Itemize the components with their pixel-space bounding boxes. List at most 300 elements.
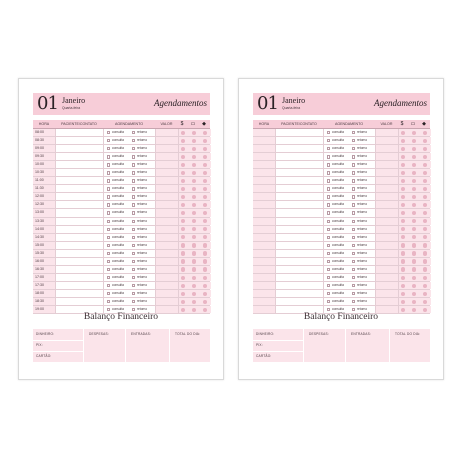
- consulta-checkbox[interactable]: [107, 300, 110, 303]
- card-radio[interactable]: [412, 243, 416, 247]
- patient-cell[interactable]: [275, 226, 324, 233]
- value-cell[interactable]: [155, 193, 179, 200]
- cash-radio[interactable]: [401, 203, 405, 207]
- consulta-checkbox[interactable]: [327, 163, 330, 166]
- consulta-checkbox[interactable]: [107, 244, 110, 247]
- consulta-checkbox[interactable]: [107, 211, 110, 214]
- cash-radio[interactable]: [401, 147, 405, 151]
- cash-radio[interactable]: [181, 300, 185, 304]
- consulta-checkbox[interactable]: [107, 139, 110, 142]
- card-radio[interactable]: [412, 284, 416, 288]
- card-radio[interactable]: [192, 267, 196, 271]
- value-cell[interactable]: [375, 145, 399, 152]
- retorno-checkbox[interactable]: [352, 284, 355, 287]
- consulta-checkbox[interactable]: [107, 155, 110, 158]
- card-radio[interactable]: [192, 139, 196, 143]
- cash-radio[interactable]: [401, 235, 405, 239]
- card-radio[interactable]: [192, 243, 196, 247]
- consulta-checkbox[interactable]: [327, 228, 330, 231]
- pix-radio[interactable]: [203, 139, 207, 143]
- card-radio[interactable]: [412, 219, 416, 223]
- value-cell[interactable]: [155, 161, 179, 168]
- cash-radio[interactable]: [401, 243, 405, 247]
- value-cell[interactable]: [155, 226, 179, 233]
- consulta-checkbox[interactable]: [107, 260, 110, 263]
- patient-cell[interactable]: [275, 145, 324, 152]
- pix-radio[interactable]: [203, 227, 207, 231]
- value-cell[interactable]: [375, 298, 399, 305]
- value-cell[interactable]: [155, 298, 179, 305]
- cash-radio[interactable]: [181, 284, 185, 288]
- pix-radio[interactable]: [203, 251, 207, 255]
- retorno-checkbox[interactable]: [352, 308, 355, 311]
- value-cell[interactable]: [375, 282, 399, 289]
- cash-radio[interactable]: [181, 219, 185, 223]
- pix-radio[interactable]: [203, 219, 207, 223]
- retorno-checkbox[interactable]: [132, 300, 135, 303]
- consulta-checkbox[interactable]: [107, 195, 110, 198]
- consulta-checkbox[interactable]: [107, 171, 110, 174]
- pix-radio[interactable]: [423, 219, 427, 223]
- card-radio[interactable]: [192, 171, 196, 175]
- value-cell[interactable]: [155, 258, 179, 265]
- cash-radio[interactable]: [401, 195, 405, 199]
- card-radio[interactable]: [412, 131, 416, 135]
- value-cell[interactable]: [155, 153, 179, 160]
- retorno-checkbox[interactable]: [132, 171, 135, 174]
- patient-cell[interactable]: [275, 258, 324, 265]
- retorno-checkbox[interactable]: [352, 260, 355, 263]
- patient-cell[interactable]: [55, 129, 104, 136]
- cash-radio[interactable]: [401, 300, 405, 304]
- retorno-checkbox[interactable]: [352, 228, 355, 231]
- retorno-checkbox[interactable]: [352, 252, 355, 255]
- patient-cell[interactable]: [55, 282, 104, 289]
- patient-cell[interactable]: [275, 161, 324, 168]
- pix-radio[interactable]: [203, 131, 207, 135]
- pix-radio[interactable]: [203, 155, 207, 159]
- pix-radio[interactable]: [423, 187, 427, 191]
- card-radio[interactable]: [192, 235, 196, 239]
- card-radio[interactable]: [412, 155, 416, 159]
- card-radio[interactable]: [192, 227, 196, 231]
- card-radio[interactable]: [192, 163, 196, 167]
- card-radio[interactable]: [412, 251, 416, 255]
- card-radio[interactable]: [412, 179, 416, 183]
- value-cell[interactable]: [375, 258, 399, 265]
- card-radio[interactable]: [412, 171, 416, 175]
- patient-cell[interactable]: [55, 258, 104, 265]
- cash-radio[interactable]: [181, 235, 185, 239]
- cash-radio[interactable]: [181, 292, 185, 296]
- retorno-checkbox[interactable]: [352, 163, 355, 166]
- consulta-checkbox[interactable]: [107, 147, 110, 150]
- pix-radio[interactable]: [203, 259, 207, 263]
- pix-radio[interactable]: [423, 211, 427, 215]
- value-cell[interactable]: [155, 274, 179, 281]
- pix-radio[interactable]: [203, 284, 207, 288]
- card-radio[interactable]: [412, 203, 416, 207]
- card-radio[interactable]: [192, 147, 196, 151]
- pix-radio[interactable]: [423, 179, 427, 183]
- cash-radio[interactable]: [401, 227, 405, 231]
- retorno-checkbox[interactable]: [352, 203, 355, 206]
- value-cell[interactable]: [375, 153, 399, 160]
- card-radio[interactable]: [412, 276, 416, 280]
- retorno-checkbox[interactable]: [132, 195, 135, 198]
- consulta-checkbox[interactable]: [327, 284, 330, 287]
- card-radio[interactable]: [412, 235, 416, 239]
- card-radio[interactable]: [192, 251, 196, 255]
- card-radio[interactable]: [192, 211, 196, 215]
- consulta-checkbox[interactable]: [107, 292, 110, 295]
- value-cell[interactable]: [155, 218, 179, 225]
- cash-radio[interactable]: [181, 195, 185, 199]
- cash-radio[interactable]: [181, 227, 185, 231]
- pix-radio[interactable]: [423, 139, 427, 143]
- value-cell[interactable]: [155, 242, 179, 249]
- pix-radio[interactable]: [423, 131, 427, 135]
- cash-radio[interactable]: [181, 163, 185, 167]
- card-radio[interactable]: [412, 195, 416, 199]
- retorno-checkbox[interactable]: [132, 139, 135, 142]
- consulta-checkbox[interactable]: [327, 268, 330, 271]
- retorno-checkbox[interactable]: [132, 236, 135, 239]
- card-radio[interactable]: [192, 195, 196, 199]
- consulta-checkbox[interactable]: [327, 171, 330, 174]
- consulta-checkbox[interactable]: [327, 147, 330, 150]
- value-cell[interactable]: [155, 145, 179, 152]
- cash-radio[interactable]: [401, 171, 405, 175]
- patient-cell[interactable]: [55, 274, 104, 281]
- retorno-checkbox[interactable]: [352, 292, 355, 295]
- retorno-checkbox[interactable]: [132, 268, 135, 271]
- cash-radio[interactable]: [401, 131, 405, 135]
- cash-radio[interactable]: [401, 267, 405, 271]
- patient-cell[interactable]: [55, 266, 104, 273]
- retorno-checkbox[interactable]: [352, 195, 355, 198]
- patient-cell[interactable]: [55, 209, 104, 216]
- patient-cell[interactable]: [275, 290, 324, 297]
- value-cell[interactable]: [375, 218, 399, 225]
- retorno-checkbox[interactable]: [132, 308, 135, 311]
- value-cell[interactable]: [375, 201, 399, 208]
- cash-radio[interactable]: [401, 187, 405, 191]
- consulta-checkbox[interactable]: [327, 211, 330, 214]
- patient-cell[interactable]: [55, 298, 104, 305]
- retorno-checkbox[interactable]: [352, 155, 355, 158]
- retorno-checkbox[interactable]: [132, 187, 135, 190]
- cash-radio[interactable]: [181, 139, 185, 143]
- pix-radio[interactable]: [423, 251, 427, 255]
- patient-cell[interactable]: [275, 282, 324, 289]
- retorno-checkbox[interactable]: [132, 260, 135, 263]
- consulta-checkbox[interactable]: [327, 308, 330, 311]
- retorno-checkbox[interactable]: [132, 244, 135, 247]
- patient-cell[interactable]: [275, 298, 324, 305]
- retorno-checkbox[interactable]: [352, 179, 355, 182]
- card-radio[interactable]: [412, 187, 416, 191]
- patient-cell[interactable]: [275, 129, 324, 136]
- cash-radio[interactable]: [181, 187, 185, 191]
- cash-radio[interactable]: [401, 155, 405, 159]
- card-radio[interactable]: [192, 179, 196, 183]
- value-cell[interactable]: [375, 234, 399, 241]
- pix-radio[interactable]: [423, 227, 427, 231]
- retorno-checkbox[interactable]: [352, 131, 355, 134]
- cash-radio[interactable]: [401, 219, 405, 223]
- patient-cell[interactable]: [55, 218, 104, 225]
- card-radio[interactable]: [412, 211, 416, 215]
- consulta-checkbox[interactable]: [327, 203, 330, 206]
- value-cell[interactable]: [375, 266, 399, 273]
- cash-radio[interactable]: [181, 211, 185, 215]
- value-cell[interactable]: [155, 177, 179, 184]
- cash-radio[interactable]: [401, 251, 405, 255]
- patient-cell[interactable]: [275, 250, 324, 257]
- patient-cell[interactable]: [55, 169, 104, 176]
- value-cell[interactable]: [375, 290, 399, 297]
- card-radio[interactable]: [192, 259, 196, 263]
- retorno-checkbox[interactable]: [132, 252, 135, 255]
- pix-radio[interactable]: [423, 243, 427, 247]
- patient-cell[interactable]: [275, 266, 324, 273]
- retorno-checkbox[interactable]: [352, 220, 355, 223]
- patient-cell[interactable]: [55, 290, 104, 297]
- value-cell[interactable]: [375, 161, 399, 168]
- patient-cell[interactable]: [275, 169, 324, 176]
- retorno-checkbox[interactable]: [352, 236, 355, 239]
- card-radio[interactable]: [412, 259, 416, 263]
- value-cell[interactable]: [375, 274, 399, 281]
- card-radio[interactable]: [412, 227, 416, 231]
- value-cell[interactable]: [375, 242, 399, 249]
- value-cell[interactable]: [375, 185, 399, 192]
- cash-radio[interactable]: [401, 259, 405, 263]
- cash-radio[interactable]: [181, 147, 185, 151]
- patient-cell[interactable]: [55, 226, 104, 233]
- patient-cell[interactable]: [275, 201, 324, 208]
- consulta-checkbox[interactable]: [107, 163, 110, 166]
- consulta-checkbox[interactable]: [107, 284, 110, 287]
- value-cell[interactable]: [155, 234, 179, 241]
- consulta-checkbox[interactable]: [327, 131, 330, 134]
- card-radio[interactable]: [192, 203, 196, 207]
- retorno-checkbox[interactable]: [132, 203, 135, 206]
- value-cell[interactable]: [155, 169, 179, 176]
- patient-cell[interactable]: [275, 234, 324, 241]
- patient-cell[interactable]: [275, 137, 324, 144]
- pix-radio[interactable]: [203, 235, 207, 239]
- pix-radio[interactable]: [203, 292, 207, 296]
- patient-cell[interactable]: [275, 153, 324, 160]
- pix-radio[interactable]: [203, 195, 207, 199]
- patient-cell[interactable]: [55, 145, 104, 152]
- consulta-checkbox[interactable]: [327, 195, 330, 198]
- value-cell[interactable]: [375, 226, 399, 233]
- card-radio[interactable]: [412, 292, 416, 296]
- value-cell[interactable]: [155, 290, 179, 297]
- retorno-checkbox[interactable]: [352, 300, 355, 303]
- card-radio[interactable]: [192, 219, 196, 223]
- pix-radio[interactable]: [423, 259, 427, 263]
- retorno-checkbox[interactable]: [132, 284, 135, 287]
- retorno-checkbox[interactable]: [352, 268, 355, 271]
- consulta-checkbox[interactable]: [107, 276, 110, 279]
- retorno-checkbox[interactable]: [132, 276, 135, 279]
- consulta-checkbox[interactable]: [327, 139, 330, 142]
- pix-radio[interactable]: [423, 284, 427, 288]
- value-cell[interactable]: [375, 250, 399, 257]
- cash-radio[interactable]: [181, 251, 185, 255]
- retorno-checkbox[interactable]: [132, 292, 135, 295]
- value-cell[interactable]: [155, 250, 179, 257]
- pix-radio[interactable]: [203, 187, 207, 191]
- patient-cell[interactable]: [55, 193, 104, 200]
- consulta-checkbox[interactable]: [107, 187, 110, 190]
- cash-radio[interactable]: [181, 131, 185, 135]
- pix-radio[interactable]: [203, 147, 207, 151]
- card-radio[interactable]: [192, 276, 196, 280]
- cash-radio[interactable]: [401, 284, 405, 288]
- patient-cell[interactable]: [55, 137, 104, 144]
- retorno-checkbox[interactable]: [352, 147, 355, 150]
- cash-radio[interactable]: [181, 259, 185, 263]
- patient-cell[interactable]: [55, 234, 104, 241]
- value-cell[interactable]: [155, 209, 179, 216]
- value-cell[interactable]: [375, 137, 399, 144]
- card-radio[interactable]: [412, 267, 416, 271]
- cash-radio[interactable]: [401, 211, 405, 215]
- consulta-checkbox[interactable]: [107, 252, 110, 255]
- consulta-checkbox[interactable]: [327, 220, 330, 223]
- card-radio[interactable]: [412, 139, 416, 143]
- card-radio[interactable]: [192, 187, 196, 191]
- cash-radio[interactable]: [181, 203, 185, 207]
- value-cell[interactable]: [155, 201, 179, 208]
- value-cell[interactable]: [155, 266, 179, 273]
- value-cell[interactable]: [375, 177, 399, 184]
- consulta-checkbox[interactable]: [327, 292, 330, 295]
- retorno-checkbox[interactable]: [352, 171, 355, 174]
- cash-radio[interactable]: [181, 179, 185, 183]
- card-radio[interactable]: [412, 163, 416, 167]
- consulta-checkbox[interactable]: [107, 236, 110, 239]
- consulta-checkbox[interactable]: [107, 179, 110, 182]
- retorno-checkbox[interactable]: [352, 276, 355, 279]
- cash-radio[interactable]: [401, 139, 405, 143]
- patient-cell[interactable]: [55, 185, 104, 192]
- pix-radio[interactable]: [423, 171, 427, 175]
- consulta-checkbox[interactable]: [107, 308, 110, 311]
- cash-radio[interactable]: [401, 276, 405, 280]
- pix-radio[interactable]: [203, 267, 207, 271]
- consulta-checkbox[interactable]: [327, 276, 330, 279]
- pix-radio[interactable]: [203, 243, 207, 247]
- patient-cell[interactable]: [55, 161, 104, 168]
- pix-radio[interactable]: [203, 179, 207, 183]
- cash-radio[interactable]: [181, 243, 185, 247]
- patient-cell[interactable]: [55, 177, 104, 184]
- retorno-checkbox[interactable]: [132, 155, 135, 158]
- consulta-checkbox[interactable]: [327, 260, 330, 263]
- patient-cell[interactable]: [275, 185, 324, 192]
- pix-radio[interactable]: [203, 203, 207, 207]
- consulta-checkbox[interactable]: [327, 155, 330, 158]
- retorno-checkbox[interactable]: [132, 179, 135, 182]
- pix-radio[interactable]: [423, 235, 427, 239]
- pix-radio[interactable]: [423, 203, 427, 207]
- patient-cell[interactable]: [275, 177, 324, 184]
- pix-radio[interactable]: [203, 276, 207, 280]
- consulta-checkbox[interactable]: [107, 268, 110, 271]
- patient-cell[interactable]: [275, 193, 324, 200]
- pix-radio[interactable]: [423, 267, 427, 271]
- cash-radio[interactable]: [401, 179, 405, 183]
- patient-cell[interactable]: [275, 242, 324, 249]
- retorno-checkbox[interactable]: [132, 131, 135, 134]
- pix-radio[interactable]: [423, 147, 427, 151]
- consulta-checkbox[interactable]: [107, 131, 110, 134]
- patient-cell[interactable]: [275, 274, 324, 281]
- card-radio[interactable]: [192, 284, 196, 288]
- value-cell[interactable]: [155, 129, 179, 136]
- pix-radio[interactable]: [203, 171, 207, 175]
- pix-radio[interactable]: [423, 155, 427, 159]
- retorno-checkbox[interactable]: [132, 220, 135, 223]
- consulta-checkbox[interactable]: [327, 300, 330, 303]
- retorno-checkbox[interactable]: [132, 163, 135, 166]
- retorno-checkbox[interactable]: [352, 139, 355, 142]
- cash-radio[interactable]: [401, 292, 405, 296]
- patient-cell[interactable]: [55, 242, 104, 249]
- retorno-checkbox[interactable]: [132, 228, 135, 231]
- card-radio[interactable]: [192, 131, 196, 135]
- pix-radio[interactable]: [423, 195, 427, 199]
- consulta-checkbox[interactable]: [327, 236, 330, 239]
- pix-radio[interactable]: [203, 300, 207, 304]
- card-radio[interactable]: [192, 300, 196, 304]
- value-cell[interactable]: [155, 185, 179, 192]
- cash-radio[interactable]: [181, 276, 185, 280]
- value-cell[interactable]: [155, 137, 179, 144]
- value-cell[interactable]: [375, 169, 399, 176]
- value-cell[interactable]: [375, 129, 399, 136]
- consulta-checkbox[interactable]: [107, 220, 110, 223]
- retorno-checkbox[interactable]: [352, 187, 355, 190]
- consulta-checkbox[interactable]: [327, 187, 330, 190]
- patient-cell[interactable]: [55, 153, 104, 160]
- pix-radio[interactable]: [423, 276, 427, 280]
- cash-radio[interactable]: [181, 155, 185, 159]
- pix-radio[interactable]: [423, 292, 427, 296]
- value-cell[interactable]: [155, 282, 179, 289]
- patient-cell[interactable]: [55, 201, 104, 208]
- consulta-checkbox[interactable]: [327, 244, 330, 247]
- pix-radio[interactable]: [423, 163, 427, 167]
- patient-cell[interactable]: [275, 209, 324, 216]
- pix-radio[interactable]: [203, 163, 207, 167]
- value-cell[interactable]: [375, 209, 399, 216]
- retorno-checkbox[interactable]: [132, 211, 135, 214]
- value-cell[interactable]: [375, 193, 399, 200]
- patient-cell[interactable]: [275, 218, 324, 225]
- consulta-checkbox[interactable]: [107, 228, 110, 231]
- card-radio[interactable]: [192, 292, 196, 296]
- retorno-checkbox[interactable]: [132, 147, 135, 150]
- retorno-checkbox[interactable]: [352, 211, 355, 214]
- cash-radio[interactable]: [181, 267, 185, 271]
